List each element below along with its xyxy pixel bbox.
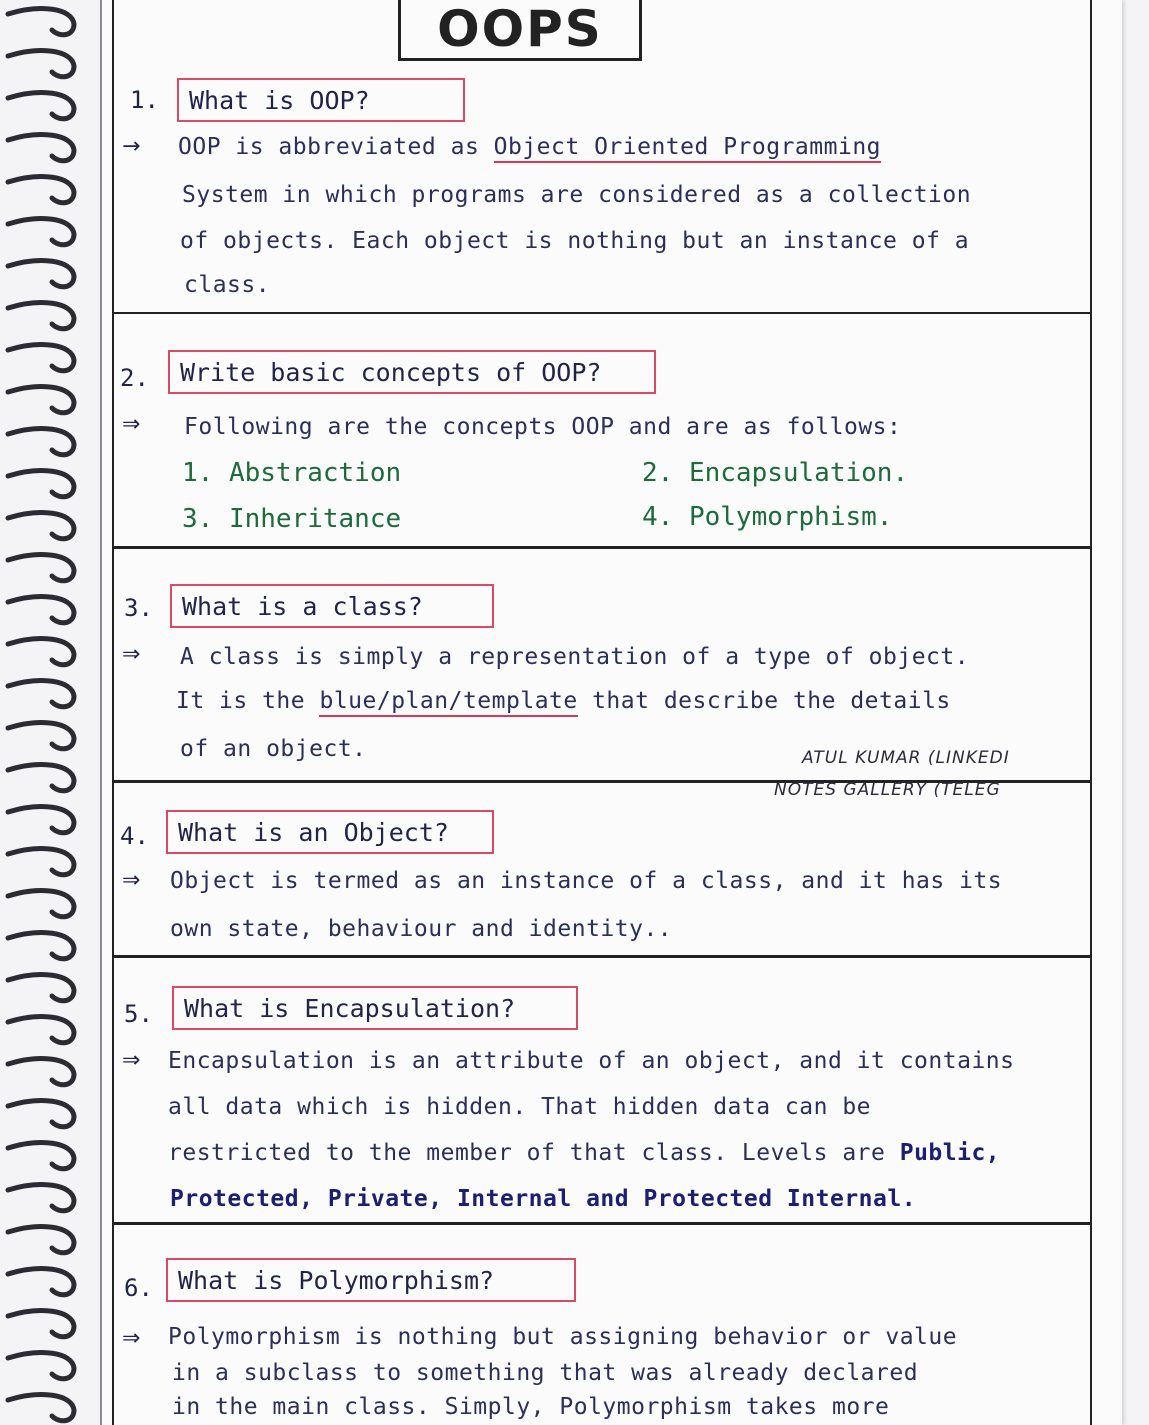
spiral-ring — [8, 933, 74, 959]
spiral-ring — [8, 1017, 74, 1043]
spiral-ring — [8, 387, 74, 413]
spiral-ring — [8, 429, 74, 455]
spiral-ring — [8, 765, 74, 791]
underlined-term: blue/plan/template — [319, 688, 577, 717]
concept-item: 3. Inheritance — [182, 504, 402, 534]
spiral-ring — [8, 177, 74, 203]
question-number: 4. — [120, 822, 149, 850]
page-title: OOPS — [398, 0, 642, 61]
answer-line: Protected, Private, Internal and Protected Internal. — [170, 1186, 917, 1212]
answer-line: class. — [184, 272, 271, 298]
answer-arrow: ⇒ — [122, 868, 141, 893]
answer-text: restricted to the member of that class. Levels are — [168, 1140, 900, 1166]
spiral-ring — [8, 1311, 74, 1337]
question-number: 6. — [124, 1274, 153, 1302]
left-margin-line — [112, 0, 114, 1425]
answer-text: that describe the details — [577, 688, 951, 714]
answer-line: Following are the concepts OOP and are as follows: — [184, 414, 902, 440]
spiral-ring — [8, 1143, 74, 1169]
answer-arrow: ⇒ — [122, 412, 141, 437]
right-margin-line — [1090, 0, 1092, 1425]
answer-arrow: ⇒ — [122, 1048, 141, 1073]
answer-line: in a subclass to something that was already declared — [172, 1360, 919, 1386]
spiral-ring — [8, 891, 74, 917]
question-number: 3. — [124, 594, 153, 622]
concept-item: 1. Abstraction — [182, 458, 402, 488]
concept-item: 2. Encapsulation. — [642, 458, 909, 488]
underlined-term: Object Oriented Programming — [494, 134, 881, 163]
spiral-ring — [8, 51, 74, 77]
spiral-ring — [8, 1353, 74, 1379]
question-box: What is Polymorphism? — [166, 1258, 576, 1302]
answer-line: A class is simply a representation of a type of object. — [180, 644, 970, 670]
answer-line — [176, 688, 951, 714]
question-number: 5. — [124, 1000, 153, 1028]
emphasized-term: Public, — [899, 1140, 1001, 1166]
answer-line: own state, behaviour and identity.. — [170, 916, 673, 942]
spiral-ring — [8, 513, 74, 539]
spiral-ring — [8, 1227, 74, 1253]
answer-line — [178, 134, 881, 160]
answer-line: Polymorphism is nothing but assigning behavior or value — [168, 1324, 958, 1350]
answer-text: It is the — [176, 688, 320, 714]
spiral-ring — [8, 849, 74, 875]
spiral-ring — [8, 9, 74, 35]
spiral-ring — [8, 1059, 74, 1085]
spiral-ring — [8, 93, 74, 119]
spiral-ring — [8, 303, 74, 329]
answer-line: System in which programs are considered as a collection — [182, 182, 972, 208]
concept-item: 4. Polymorphism. — [642, 502, 893, 532]
spiral-ring — [8, 639, 74, 665]
answer-line: in the main class. Simply, Polymorphism takes more — [172, 1394, 890, 1420]
spiral-ring — [8, 975, 74, 1001]
spiral-ring — [8, 1185, 74, 1211]
answer-line: of an object. — [180, 736, 367, 762]
watermark-line: ATUL KUMAR (LINKEDI — [802, 748, 1010, 768]
answer-arrow: ⇒ — [122, 642, 141, 667]
section-divider — [112, 1222, 1092, 1225]
spiral-ring — [8, 1395, 74, 1421]
spiral-ring — [8, 471, 74, 497]
question-box: What is a class? — [170, 584, 494, 628]
section-divider — [112, 955, 1092, 958]
answer-line: all data which is hidden. That hidden data can be — [168, 1094, 872, 1120]
spiral-ring — [8, 135, 74, 161]
watermark-line: NOTES GALLERY (TELEG — [774, 780, 1001, 800]
spiral-ring — [8, 345, 74, 371]
spiral-ring — [8, 1101, 74, 1127]
spiral-ring — [8, 723, 74, 749]
spiral-ring — [8, 555, 74, 581]
spiral-binding — [0, 0, 100, 1425]
answer-line: of objects. Each object is nothing but an instance of a — [180, 228, 970, 254]
answer-arrow: → — [122, 134, 141, 159]
answer-line: Object is termed as an instance of a class, and it has its — [170, 868, 1003, 894]
spiral-ring — [8, 1269, 74, 1295]
answer-arrow: ⇒ — [122, 1326, 141, 1351]
answer-text: OOP is abbreviated as — [178, 134, 494, 160]
question-box: What is OOP? — [177, 78, 465, 122]
spiral-ring — [8, 597, 74, 623]
question-number: 2. — [120, 364, 149, 392]
question-number: 1. — [130, 86, 159, 114]
spiral-ring — [8, 261, 74, 287]
answer-line: Encapsulation is an attribute of an object, and it contains — [168, 1048, 1015, 1074]
section-divider — [112, 546, 1092, 549]
question-box: What is an Object? — [166, 810, 494, 854]
section-divider — [112, 312, 1092, 314]
spiral-ring — [8, 219, 74, 245]
spiral-ring — [8, 681, 74, 707]
question-box: What is Encapsulation? — [172, 986, 578, 1030]
spiral-ring — [8, 807, 74, 833]
answer-line — [168, 1140, 1000, 1166]
question-box: Write basic concepts of OOP? — [168, 350, 656, 394]
